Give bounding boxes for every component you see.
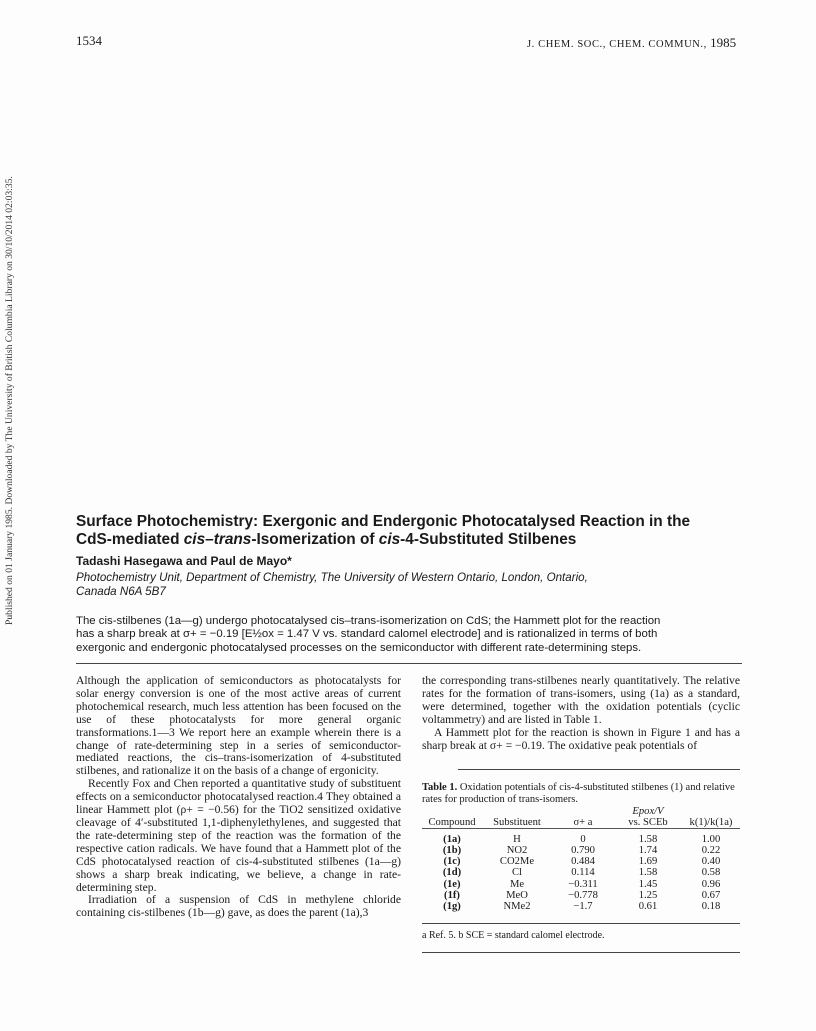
- authors: Tadashi Hasegawa and Paul de Mayo*: [76, 554, 292, 568]
- title-part: -4-Substituted Stilbenes: [400, 531, 577, 548]
- table-caption-text: Oxidation potentials of cis-4-substituted stilbenes (1) and relative rates for production of trans-isomers.: [422, 782, 735, 805]
- table-caption: [422, 782, 740, 806]
- sigma-cell: −0.311: [568, 878, 598, 890]
- substituent-cell: NMe2: [503, 900, 531, 912]
- journal-header: [527, 35, 736, 51]
- abstract-divider: [76, 663, 742, 664]
- header-sigma: σ+ a: [573, 817, 593, 829]
- sigma-cell: 0: [580, 834, 586, 846]
- table-row: [422, 879, 740, 890]
- substituent-cell: CO2Me: [499, 856, 535, 868]
- table-bottom-rule: [422, 923, 740, 924]
- left-column: [76, 675, 401, 920]
- table-row: [422, 845, 740, 856]
- abstract-line: The cis-stilbenes (1a—g) undergo photocatalysed cis–trans-isomerization on CdS; the Hammett plot for the reaction: [76, 615, 661, 627]
- affiliation-line-1: Photochemistry Unit, Department of Chemistry, The University of Western Ontario, London, Ontario,: [76, 571, 588, 584]
- oxidation-table: [422, 806, 740, 912]
- rate-cell: 0.22: [701, 845, 721, 857]
- potential-cell: 1.58: [638, 867, 658, 879]
- affiliation: [76, 571, 696, 599]
- potential-cell: 1.45: [638, 878, 658, 890]
- sigma-cell: −1.7: [573, 900, 593, 912]
- substituent-cell: Cl: [511, 867, 522, 879]
- substituent-cell: H: [513, 834, 521, 846]
- article-title: [76, 513, 756, 549]
- paragraph: A Hammett plot for the reaction is shown in Figure 1 and has a sharp break at σ+ = −0.19. The oxidative peak potentials of: [422, 725, 740, 752]
- page-number: 1534: [76, 33, 102, 48]
- download-watermark: Published on 01 January 1985. Downloaded by The University of British Columbia Library on 30/10/2014 02:03:35.: [4, 176, 15, 625]
- sigma-cell: 0.484: [571, 856, 595, 868]
- abstract-line: has a sharp break at σ+ = −0.19 [E½ox = 1.47 V vs. standard calomel electrode] and is rationalized in terms of both: [76, 628, 658, 641]
- header-ep-line2: vs. SCEb: [628, 817, 668, 829]
- compound-cell: (1g): [443, 900, 461, 912]
- paragraph: Irradiation of a suspension of CdS in methylene chloride containing cis-stilbenes (1b—g) gave, as does the parent (1a),3: [76, 893, 401, 920]
- affiliation-line-2: Canada N6A 5B7: [76, 585, 166, 598]
- rate-cell: 0.58: [701, 867, 721, 879]
- sigma-cell: 0.114: [571, 867, 595, 879]
- title-line-1: Surface Photochemistry: Exergonic and Endergonic Photocatalysed Reaction in the: [76, 513, 691, 530]
- compound-cell: (1e): [443, 878, 461, 890]
- title-part: -Isomerization of: [251, 531, 379, 548]
- abstract-line: exergonic and endergonic photocatalysed processes on the semiconductor with different rate-determining steps.: [76, 641, 642, 654]
- title-part: cis–trans: [183, 531, 252, 548]
- table-label: Table 1.: [422, 782, 458, 793]
- paragraph: Although the application of semiconductors as photocatalysts for solar energy conversion is one of the most active areas of current photochemical research, much less attention has been focused on the use of these photocatalysts for more general organic transformations.1—3 We report here an example wherein there is a change of rate-determining step in a series of semiconductor-mediated reactions, the cis–trans-isomerization of 4-substituted stilbenes, and rationalize it on the basis of a change of ergonicity.: [76, 674, 401, 778]
- rate-cell: 0.18: [701, 900, 721, 912]
- journal-year: 1985: [710, 35, 737, 50]
- header-cell: [552, 806, 614, 817]
- compound-cell: (1d): [442, 867, 462, 879]
- header-cell: [682, 806, 740, 817]
- substituent-cell: Me: [509, 878, 525, 890]
- table-row: [422, 890, 740, 901]
- journal-name: J. CHEM. SOC., CHEM. COMMUN.,: [527, 39, 707, 50]
- header-ep-line1: Epox/V: [632, 806, 664, 817]
- potential-cell: 0.61: [638, 900, 658, 912]
- paragraph: the corresponding trans-stilbenes nearly quantitatively. The relative rates for the formation of trans-isomers, using (1a) as a standard, were determined, together with the oxidation potentials (cyclic voltammetry) and are listed in Table 1.: [422, 674, 740, 726]
- title-line-2: [76, 531, 756, 549]
- header-cell: [482, 806, 552, 817]
- table-row: [422, 901, 740, 912]
- header-rate: k(1)/k(1a): [689, 817, 733, 829]
- table-row: [422, 867, 740, 878]
- table-row: [422, 856, 740, 867]
- potential-cell: 1.74: [638, 845, 658, 857]
- substituent-cell: NO2: [506, 845, 528, 857]
- potential-cell: 1.58: [638, 834, 658, 846]
- compound-cell: (1a): [443, 834, 461, 846]
- title-part: cis: [378, 531, 401, 548]
- substituent-cell: MeO: [506, 889, 528, 901]
- header-cell: [422, 806, 482, 817]
- table-row: [422, 834, 740, 845]
- sigma-cell: −0.778: [568, 889, 598, 901]
- title-part: CdS-mediated: [76, 531, 184, 548]
- rate-cell: 1.00: [701, 834, 721, 846]
- rate-cell: 0.67: [701, 889, 721, 901]
- abstract: [76, 615, 742, 655]
- table-header-row: [422, 817, 740, 829]
- table-header-row: [422, 806, 740, 817]
- right-column: [422, 675, 740, 752]
- column-end-rule: [422, 952, 740, 953]
- rate-cell: 0.96: [701, 878, 721, 890]
- header-substituent: Substituent: [493, 817, 541, 829]
- sigma-cell: 0.790: [571, 845, 595, 857]
- compound-cell: (1f): [444, 889, 460, 901]
- compound-cell: (1b): [442, 845, 462, 857]
- potential-cell: 1.69: [638, 856, 658, 868]
- table-footnote: a Ref. 5. b SCE = standard calomel electrode.: [422, 930, 605, 941]
- table-top-rule: [458, 769, 740, 770]
- header-compound: Compound: [428, 817, 476, 829]
- potential-cell: 1.25: [638, 889, 658, 901]
- rate-cell: 0.40: [701, 856, 721, 868]
- compound-cell: (1c): [443, 856, 461, 868]
- paragraph: Recently Fox and Chen reported a quantitative study of substituent effects on a semiconductor photocatalysed reaction.4 They obtained a linear Hammett plot (ρ+ = −0.56) for the TiO2 sensitized oxidative cleavage of 4′-substituted 1,1-diphenylethylenes, and suggested that the rate-determining step of the reaction was the formation of the respective cation radicals. We have found that a Hammett plot of the CdS photocatalysed reaction of cis-4-substituted stilbenes (1a—g) shows a sharp break indicating, we believe, a change in rate-determining step.: [76, 777, 401, 894]
